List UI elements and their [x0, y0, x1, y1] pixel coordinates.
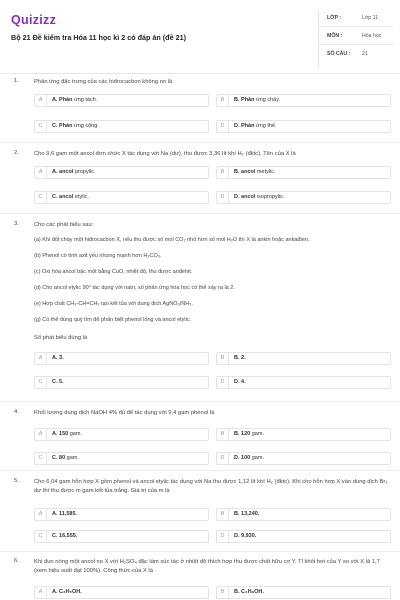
quizizz-logo: Quizizz: [11, 13, 57, 27]
statement-e: (e) Hợp chất CH₃-CH=CH₂ tạo kết tủa với dung dịch AgNO₃/NH₃.: [34, 301, 193, 307]
question-number: 1.: [14, 78, 19, 84]
meta-box: [318, 10, 392, 68]
meta-mon-label: MÔN :: [327, 33, 343, 39]
option-text: B. 13,240.: [234, 511, 260, 517]
question-number: 4.: [14, 409, 19, 415]
option-letter: B: [217, 167, 229, 178]
question-prompt: Số phát biểu đúng là: [34, 335, 88, 341]
option-b[interactable]: [216, 508, 391, 521]
option-a[interactable]: [34, 352, 209, 365]
option-text: D. ancol isopropylic.: [234, 194, 285, 200]
option-text: A. 11,585.: [52, 511, 78, 517]
option-a[interactable]: [34, 586, 209, 599]
meta-lop-label: LỚP :: [327, 15, 342, 21]
option-text: D. 9,930.: [234, 533, 257, 539]
option-b[interactable]: [216, 166, 391, 179]
question-number: 5.: [14, 478, 19, 484]
question-text: Phản ứng đặc trưng của các hiđrocacbon không no là: [34, 79, 173, 85]
option-text: A. 3.: [52, 355, 64, 361]
option-text: B. Phản ứng cháy.: [234, 97, 281, 103]
statement-c: (c) Oxi hóa ancol bậc một bằng CuO, nhiệt độ, thu được anđehit.: [34, 269, 193, 275]
option-a[interactable]: [34, 428, 209, 441]
meta-row-socau: [319, 46, 393, 63]
option-text: B. 2.: [234, 355, 246, 361]
option-letter: B: [217, 353, 229, 364]
meta-mon-value: Hóa học: [362, 33, 382, 39]
option-c[interactable]: [34, 530, 209, 543]
option-b[interactable]: [216, 586, 391, 599]
question-divider: [0, 551, 400, 552]
meta-row-lop: [319, 10, 393, 27]
option-letter: B: [217, 509, 229, 520]
option-c[interactable]: [34, 376, 209, 389]
option-letter: C: [35, 453, 47, 464]
option-b[interactable]: [216, 352, 391, 365]
option-letter: C: [35, 377, 47, 388]
option-letter: A: [35, 95, 47, 106]
option-text: B. C₄H₉OH.: [234, 589, 264, 595]
question-number: 2.: [14, 150, 19, 156]
option-letter: A: [35, 509, 47, 520]
option-letter: A: [35, 429, 47, 440]
option-text: A. ancol propylic.: [52, 169, 96, 175]
option-letter: B: [217, 587, 229, 598]
option-letter: A: [35, 353, 47, 364]
statement-a: (a) Khi đốt cháy một hiđrocacbon X, nếu thu được số mol CO₂ nhỏ hơn số mol H₂O thì X là ankin hoặc ankađien.: [34, 237, 310, 243]
option-text: B. ancol metylic.: [234, 169, 276, 175]
option-d[interactable]: [216, 120, 391, 133]
option-letter: B: [217, 95, 229, 106]
option-text: C. ancol etylic.: [52, 194, 89, 200]
question-text: Khi đun nóng một ancol no X với H₂SO₄ đặc làm xúc tác ở nhiệt độ thích hợp thu được chất hữu cơ Y. Tỉ khối hơi của Y so với X là 1,7 (xem hiệu suất đạt 100%). Công thức của X là: [34, 559, 380, 574]
option-text: C. Phản ứng cộng.: [52, 123, 99, 129]
option-letter: C: [35, 531, 47, 542]
page-title: Bộ 21 Đề kiểm tra Hóa 11 học kì 2 có đáp án (đề 21): [11, 33, 186, 42]
option-text: C. 80 gam.: [52, 455, 79, 461]
statement-b: (b) Phenol có tính axit yếu nhưng mạnh hơn H₂CO₃.: [34, 253, 162, 259]
question-divider: [0, 401, 400, 402]
option-letter: C: [35, 192, 47, 203]
option-text: D. Phản ứng thế.: [234, 123, 277, 129]
option-letter: D: [217, 531, 229, 542]
option-d[interactable]: [216, 530, 391, 543]
option-c[interactable]: [34, 452, 209, 465]
meta-socau-value: 21: [362, 51, 368, 57]
option-letter: A: [35, 167, 47, 178]
option-text: C. 5.: [52, 379, 64, 385]
option-a[interactable]: [34, 94, 209, 107]
option-letter: D: [217, 192, 229, 203]
question-number: 6.: [14, 558, 19, 564]
option-letter: D: [217, 453, 229, 464]
option-text: A. C₂H₅OH.: [52, 589, 82, 595]
question-text: Cho các phát biểu sau:: [34, 222, 94, 228]
option-letter: D: [217, 121, 229, 132]
question-text: Cho 6,04 gam hỗn hợp X gồm phenol và ancol etylic tác dụng với Na thu được 1,12 lít khí H₂ (đktc). Khi cho hỗn hợp X vào dung dịch Br₂ dư thì thu được m gam kết tủa trắng. Giá trị của m là: [34, 479, 388, 494]
option-letter: B: [217, 429, 229, 440]
option-text: D. 100 gam.: [234, 455, 264, 461]
meta-socau-label: SỐ CÂU :: [327, 51, 351, 57]
option-text: C. 16,555.: [52, 533, 78, 539]
header-divider: [0, 73, 400, 74]
question-divider: [0, 213, 400, 214]
statement-g: (g) Có thể dùng quỳ tím để phân biệt phenol lỏng và ancol etylic.: [34, 317, 192, 323]
question-number: 3.: [14, 221, 19, 227]
statement-d: (d) Cho ancol etylic 90° tác dụng với natri, số phản ứng hóa học có thể xảy ra là 2.: [34, 285, 235, 291]
question-text: Khối lượng dung dịch NaOH 4% đủ để tác dụng với 9,4 gam phenol là: [34, 410, 215, 416]
option-a[interactable]: [34, 166, 209, 179]
header: [0, 0, 400, 72]
meta-lop-value: Lớp 11: [362, 15, 378, 21]
option-letter: A: [35, 587, 47, 598]
question-text: Cho 9,6 gam một ancol đơn chức X tác dụng với Na (dư), thu được 3,36 lít khí H₂ (đktc). Tên của X là: [34, 151, 296, 157]
option-text: D. 4.: [234, 379, 246, 385]
option-d[interactable]: [216, 376, 391, 389]
option-text: B. 120 gam.: [234, 431, 264, 437]
option-d[interactable]: [216, 191, 391, 204]
question-divider: [0, 470, 400, 471]
option-b[interactable]: [216, 94, 391, 107]
meta-row-mon: [319, 28, 393, 45]
option-b[interactable]: [216, 428, 391, 441]
option-c[interactable]: [34, 191, 209, 204]
question-divider: [0, 142, 400, 143]
option-letter: C: [35, 121, 47, 132]
option-c[interactable]: [34, 120, 209, 133]
option-text: A. Phản ứng tách.: [52, 97, 98, 103]
option-d[interactable]: [216, 452, 391, 465]
option-letter: D: [217, 377, 229, 388]
option-text: A. 150 gam.: [52, 431, 82, 437]
option-a[interactable]: [34, 508, 209, 521]
